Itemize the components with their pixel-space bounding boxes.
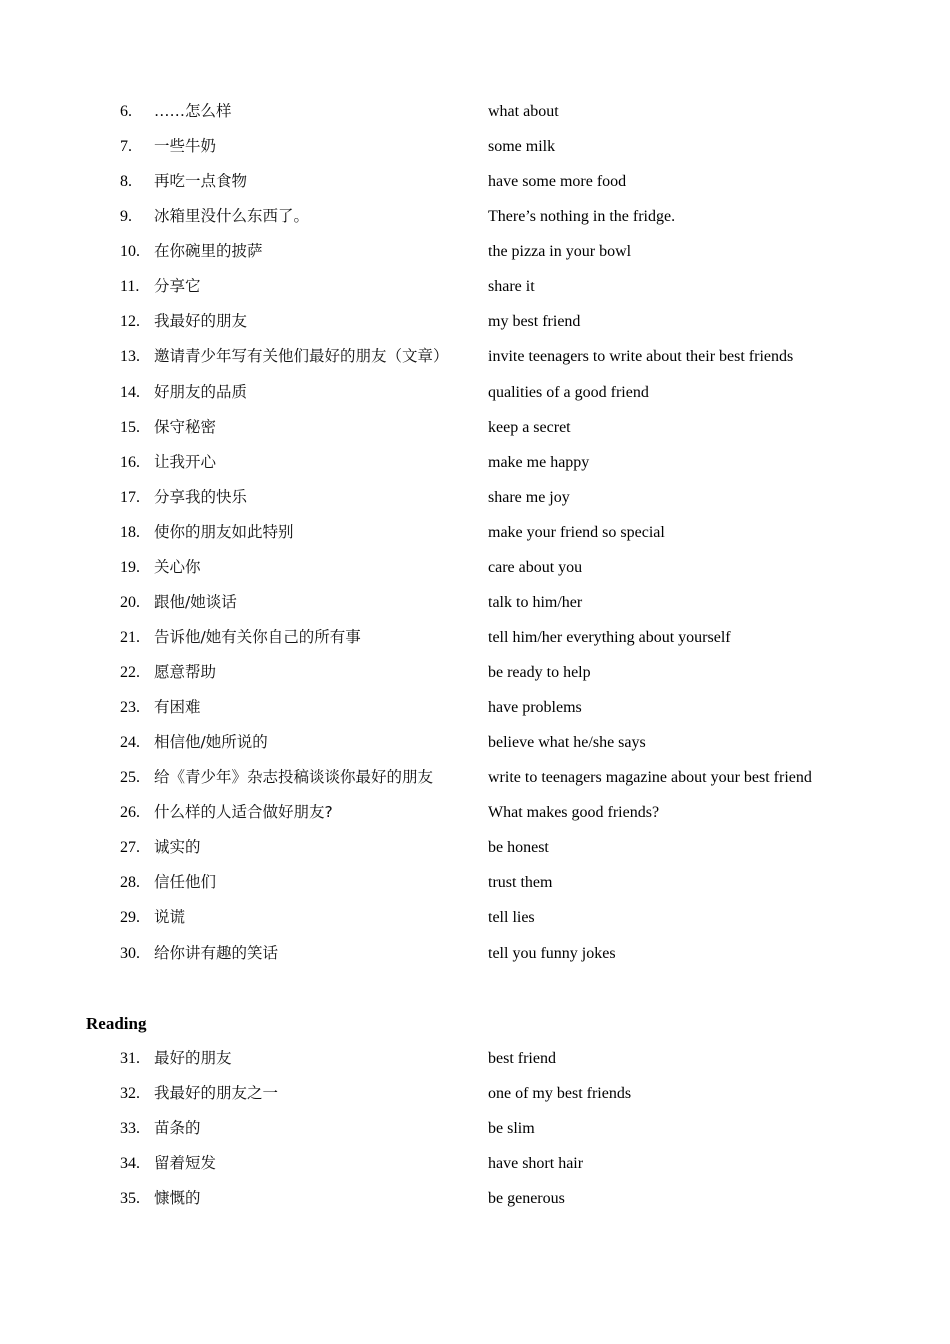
- vocab-row: [0, 1146, 950, 1181]
- chinese-phrase: 苗条的: [154, 1119, 201, 1138]
- item-number: 15.: [120, 418, 140, 436]
- item-number: 35.: [120, 1190, 140, 1208]
- vocab-row: [0, 1111, 950, 1146]
- item-number: 31.: [120, 1050, 140, 1067]
- vocab-row: [0, 339, 950, 374]
- chinese-phrase: 关心你: [154, 557, 201, 576]
- english-phrase: be honest: [488, 839, 549, 857]
- item-number: 16.: [120, 453, 140, 471]
- vocab-row: [0, 269, 950, 304]
- item-number: 19.: [120, 558, 140, 576]
- chinese-phrase: 一些牛奶: [154, 137, 217, 156]
- vocab-row: [0, 760, 950, 795]
- vocab-list-reading: [0, 1041, 950, 1216]
- item-number: 23.: [120, 699, 140, 717]
- chinese-phrase: 保守秘密: [154, 417, 217, 436]
- item-number: 7.: [120, 138, 132, 156]
- chinese-phrase: 邀请青少年写有关他们最好的朋友（文章）: [154, 347, 449, 366]
- english-phrase: be slim: [488, 1120, 535, 1138]
- english-phrase: talk to him/her: [488, 593, 583, 611]
- chinese-phrase: ……怎么样: [154, 102, 232, 120]
- english-phrase: tell him/her everything about yourself: [488, 628, 731, 646]
- english-phrase: care about you: [488, 558, 583, 576]
- item-number: 18.: [120, 523, 140, 541]
- english-phrase: share it: [488, 278, 535, 296]
- english-phrase: the pizza in your bowl: [488, 243, 632, 261]
- item-number: 30.: [120, 944, 140, 962]
- chinese-phrase: 慷慨的: [154, 1189, 201, 1208]
- item-number: 11.: [120, 278, 140, 296]
- english-phrase: make me happy: [488, 453, 590, 471]
- chinese-phrase: 诚实的: [154, 838, 201, 857]
- item-number: 29.: [120, 909, 140, 927]
- chinese-phrase: 让我开心: [154, 452, 217, 471]
- vocab-row: [0, 94, 950, 129]
- english-phrase: my best friend: [488, 313, 581, 331]
- vocab-row: [0, 375, 950, 410]
- vocab-row: [0, 515, 950, 550]
- english-phrase: be generous: [488, 1190, 565, 1208]
- english-phrase: qualities of a good friend: [488, 383, 649, 401]
- chinese-phrase: 有困难: [154, 698, 201, 717]
- chinese-phrase: 使你的朋友如此特别: [154, 522, 294, 541]
- item-number: 24.: [120, 734, 140, 752]
- vocab-list-a: [0, 94, 950, 971]
- chinese-phrase: 什么样的人适合做好朋友?: [154, 803, 333, 822]
- chinese-phrase: 相信他/她所说的: [154, 733, 268, 752]
- item-number: 28.: [120, 874, 140, 892]
- english-phrase: write to teenagers magazine about your best friend: [488, 769, 812, 787]
- english-phrase: have short hair: [488, 1155, 584, 1173]
- vocab-row: [0, 865, 950, 900]
- chinese-phrase: 给《青少年》杂志投稿谈谈你最好的朋友: [154, 768, 434, 787]
- vocab-row: [0, 725, 950, 760]
- item-number: 13.: [120, 348, 140, 366]
- chinese-phrase: 告诉他/她有关你自己的所有事: [154, 627, 361, 646]
- section-heading-reading: Reading: [86, 1014, 147, 1033]
- english-phrase: tell you funny jokes: [488, 944, 616, 962]
- item-number: 21.: [120, 628, 140, 646]
- item-number: 12.: [120, 313, 140, 331]
- chinese-phrase: 愿意帮助: [154, 663, 217, 681]
- english-phrase: have problems: [488, 699, 582, 717]
- vocab-row: [0, 620, 950, 655]
- english-phrase: What makes good friends?: [488, 804, 660, 822]
- vocab-row: [0, 550, 950, 585]
- item-number: 6.: [120, 103, 132, 120]
- item-number: 26.: [120, 804, 140, 822]
- item-number: 14.: [120, 383, 140, 401]
- item-number: 27.: [120, 839, 140, 857]
- vocab-row: [0, 655, 950, 690]
- english-phrase: one of my best friends: [488, 1085, 632, 1103]
- chinese-phrase: 好朋友的品质: [154, 382, 248, 401]
- english-phrase: be ready to help: [488, 664, 591, 681]
- item-number: 33.: [120, 1120, 140, 1138]
- vocab-row: [0, 1181, 950, 1216]
- vocab-row: [0, 129, 950, 164]
- chinese-phrase: 说谎: [154, 908, 186, 927]
- chinese-phrase: 分享它: [154, 277, 201, 296]
- chinese-phrase: 冰箱里没什么东西了。: [154, 207, 310, 226]
- vocab-row: [0, 585, 950, 620]
- english-phrase: make your friend so special: [488, 523, 665, 541]
- item-number: 20.: [120, 593, 140, 611]
- vocab-row: [0, 164, 950, 199]
- vocab-row: [0, 1076, 950, 1111]
- vocab-row: [0, 830, 950, 865]
- item-number: 9.: [120, 208, 132, 226]
- vocab-row: [0, 936, 950, 971]
- vocab-row: [0, 690, 950, 725]
- vocab-row: [0, 1041, 950, 1076]
- english-phrase: invite teenagers to write about their best friends: [488, 348, 794, 366]
- english-phrase: trust them: [488, 874, 553, 892]
- item-number: 17.: [120, 488, 140, 506]
- item-number: 34.: [120, 1155, 140, 1173]
- chinese-phrase: 给你讲有趣的笑话: [154, 943, 279, 962]
- chinese-phrase: 我最好的朋友之一: [154, 1084, 279, 1103]
- item-number: 25.: [120, 769, 140, 787]
- english-phrase: share me joy: [488, 488, 570, 506]
- chinese-phrase: 再吃一点食物: [154, 172, 248, 191]
- vocab-row: [0, 199, 950, 234]
- item-number: 32.: [120, 1085, 140, 1103]
- english-phrase: There’s nothing in the fridge.: [488, 208, 676, 226]
- chinese-phrase: 我最好的朋友: [154, 312, 248, 331]
- item-number: 10.: [120, 243, 140, 261]
- chinese-phrase: 跟他/她谈话: [154, 592, 237, 611]
- vocab-row: [0, 410, 950, 445]
- chinese-phrase: 最好的朋友: [154, 1049, 232, 1067]
- english-phrase: some milk: [488, 138, 556, 156]
- chinese-phrase: 留着短发: [154, 1154, 217, 1173]
- item-number: 8.: [120, 173, 132, 191]
- vocab-row: [0, 234, 950, 269]
- english-phrase: tell lies: [488, 909, 535, 927]
- item-number: 22.: [120, 664, 140, 681]
- english-phrase: what about: [488, 103, 559, 120]
- vocab-row: [0, 304, 950, 339]
- english-phrase: keep a secret: [488, 418, 571, 436]
- chinese-phrase: 分享我的快乐: [154, 487, 248, 506]
- vocab-row: [0, 795, 950, 830]
- chinese-phrase: 在你碗里的披萨: [154, 242, 263, 261]
- english-phrase: best friend: [488, 1050, 556, 1067]
- vocab-row: [0, 480, 950, 515]
- english-phrase: believe what he/she says: [488, 734, 646, 752]
- english-phrase: have some more food: [488, 173, 627, 191]
- vocab-row: [0, 900, 950, 935]
- chinese-phrase: 信任他们: [154, 873, 217, 892]
- vocab-row: [0, 445, 950, 480]
